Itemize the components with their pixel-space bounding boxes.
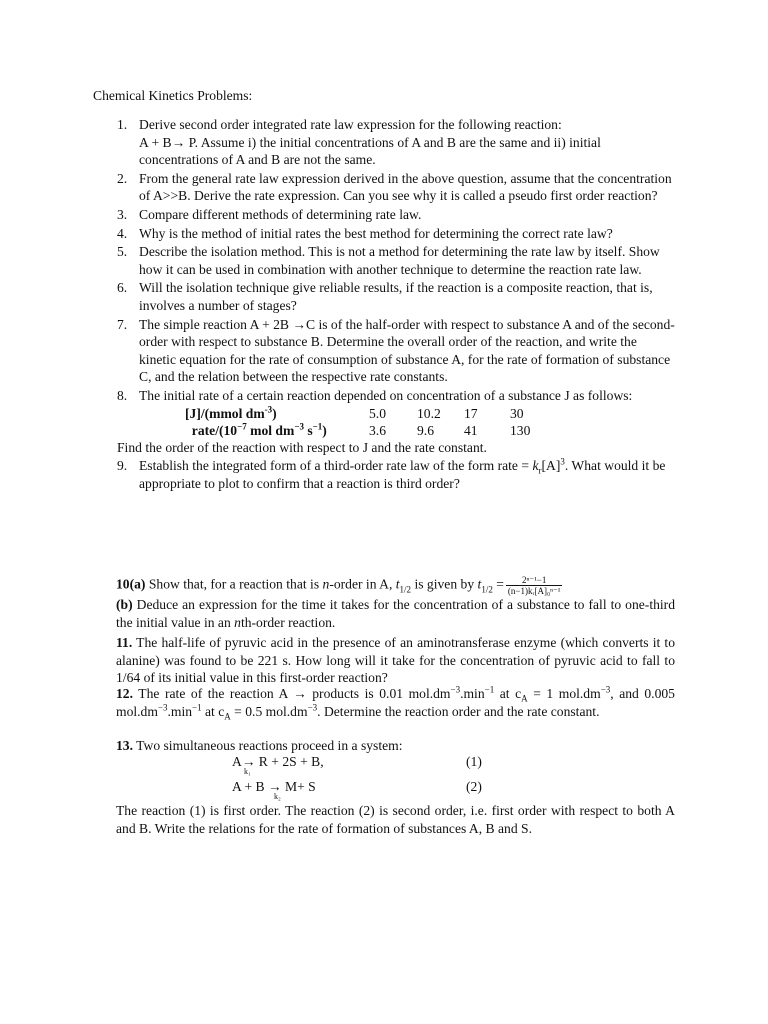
list-item <box>117 387 677 456</box>
list-item <box>117 316 677 386</box>
item-text: Compare different methods of determining rate law. <box>139 206 422 222</box>
numbered-question-list <box>117 116 677 493</box>
table-row <box>185 405 550 422</box>
item-text: Derive second order integrated rate law expression for the following reaction: <box>139 117 562 132</box>
table-cell: 5.0 <box>369 405 386 421</box>
item-number: 1. <box>117 117 128 132</box>
list-item <box>117 457 677 492</box>
data-table <box>185 405 550 439</box>
item-number: 7. <box>117 316 128 332</box>
table-row <box>185 422 550 439</box>
question-label: 10(a) <box>116 576 146 592</box>
table-row-label: [J]/(mmol $dm^{-3}$) <box>185 403 277 421</box>
item-number: 5. <box>117 244 128 260</box>
item-followup-text: Find the order of the reaction with respect to J and the rate constant. <box>117 439 487 455</box>
rate-constant-label: k₂ <box>274 792 281 801</box>
table-cell: 17 <box>464 405 478 421</box>
list-item <box>117 225 677 243</box>
reaction-1: A→ R + 2S + B, k₁ <box>232 754 324 776</box>
table-cell: 41 <box>464 422 478 438</box>
list-item <box>117 243 677 278</box>
table-cell: 9.6 <box>417 422 434 438</box>
item-number: 2. <box>117 170 128 186</box>
item-text: Will the isolation technique give reliable results, if the reaction is a composite reaction, that is, involves a number of stages? <box>139 280 653 313</box>
item-text: The initial rate of a certain reaction depended on concentration of a substance J as follows: <box>139 387 633 403</box>
item-number: 6. <box>117 280 128 296</box>
question-10: 10(a) Show that, for a reaction that is n-order in A, $t_{1/2}$ is given by $t_{1/2}$ = $\frac{\text{2ⁿ⁻¹−1}}{\text{(n−1)kᵣ[A]₀ⁿ⁻¹}}$ (b) Deduce an expression for the time it takes for the concentration of a substance to fall to one-third the initial value in an nth-order reaction. <box>116 575 675 630</box>
item-text: A + B→ P. Assume i) the initial concentrations of A and B are the same and ii) initial concentrations of A and B are not the same. <box>139 134 601 168</box>
item-number: 9. <box>117 458 128 474</box>
reaction-number: (2) <box>466 779 482 794</box>
half-life-formula: $\frac{\text{2ⁿ⁻¹−1}}{\text{(n−1)kᵣ[A]₀ⁿ⁻¹}}$ <box>507 575 561 596</box>
question-13: 13. Two simultaneous reactions proceed in a system: <box>116 738 403 753</box>
question-12: 12. The rate of the reaction A → products is 0.01 $mol.dm^{-3}.\min^{-1}$ at $c_A = 1$ $mol.dm^{-3}$, and 0.005 $mol.dm^{-3}.\min^{-1}$ at $c_A = 0.5$ $mol.dm^{-3}$. Determine the reaction order and the rate constant. <box>116 684 675 722</box>
question-11: 11. The half-life of pyruvic acid in the presence of an aminotransferase enzyme (which converts it to alanine) was found to be 221 s. How long will it take for the concentration of pyruvic acid to fall to 1/64 of its initial value in this first-order reaction? <box>116 635 675 686</box>
question-label: 12. <box>116 686 133 701</box>
item-text: Establish the integrated form of a third-order rate law of the form rate = $k_r[A]^3$. What would it be appropriate to plot to confirm that a reaction is third order? <box>139 456 666 491</box>
question-label: 11. <box>116 635 133 650</box>
table-cell: 3.6 <box>369 422 386 438</box>
table-cell: 130 <box>510 422 531 438</box>
rate-constant-label: k₁ <box>244 767 251 776</box>
item-text: Why is the method of initial rates the best method for determining the correct rate law? <box>139 225 613 241</box>
reaction-number: (1) <box>466 754 482 769</box>
list-item <box>117 279 677 314</box>
item-text: Describe the isolation method. This is not a method for determining the rate law by itself. Show how it can be used in combination with another technique to determine the reaction rate law. <box>139 244 660 277</box>
item-number: 8. <box>117 387 128 403</box>
item-number: 4. <box>117 225 128 241</box>
item-text: From the general rate law expression derived in the above question, assume that the concentration of A>>B. Derive the rate expression. Can you see why it is called a pseudo first order reaction? <box>139 170 672 204</box>
reaction-2: A + B → M+ S k₂ <box>232 779 316 801</box>
item-text: The simple reaction A + 2B →C is of the half-order with respect to substance A and of the second-order with respect to substance B. Determine the overall order of the reaction, and write the kinetic equation for the rate of consumption of substance A, for the rate of formation of substance C, and the relation between the respective rate constants. <box>139 316 675 385</box>
table-row-label: rate/($10^{-7}$ mol $dm^{-3}$ $s^{-1}$) <box>191 420 327 438</box>
page-title: Chemical Kinetics Problems: <box>93 88 253 103</box>
question-13-conclusion: The reaction (1) is first order. The reaction (2) is second order, i.e. first order with respect to both A and B. Write the relations for the rate of formation of substances A, B and S. <box>116 803 675 836</box>
table-cell: 30 <box>510 405 524 421</box>
question-label: 13. <box>116 738 133 753</box>
list-item <box>117 206 677 224</box>
item-number: 3. <box>117 206 128 222</box>
list-item <box>117 170 677 205</box>
question-label: (b) <box>116 597 133 612</box>
list-item <box>117 116 677 169</box>
table-cell: 10.2 <box>417 405 441 421</box>
